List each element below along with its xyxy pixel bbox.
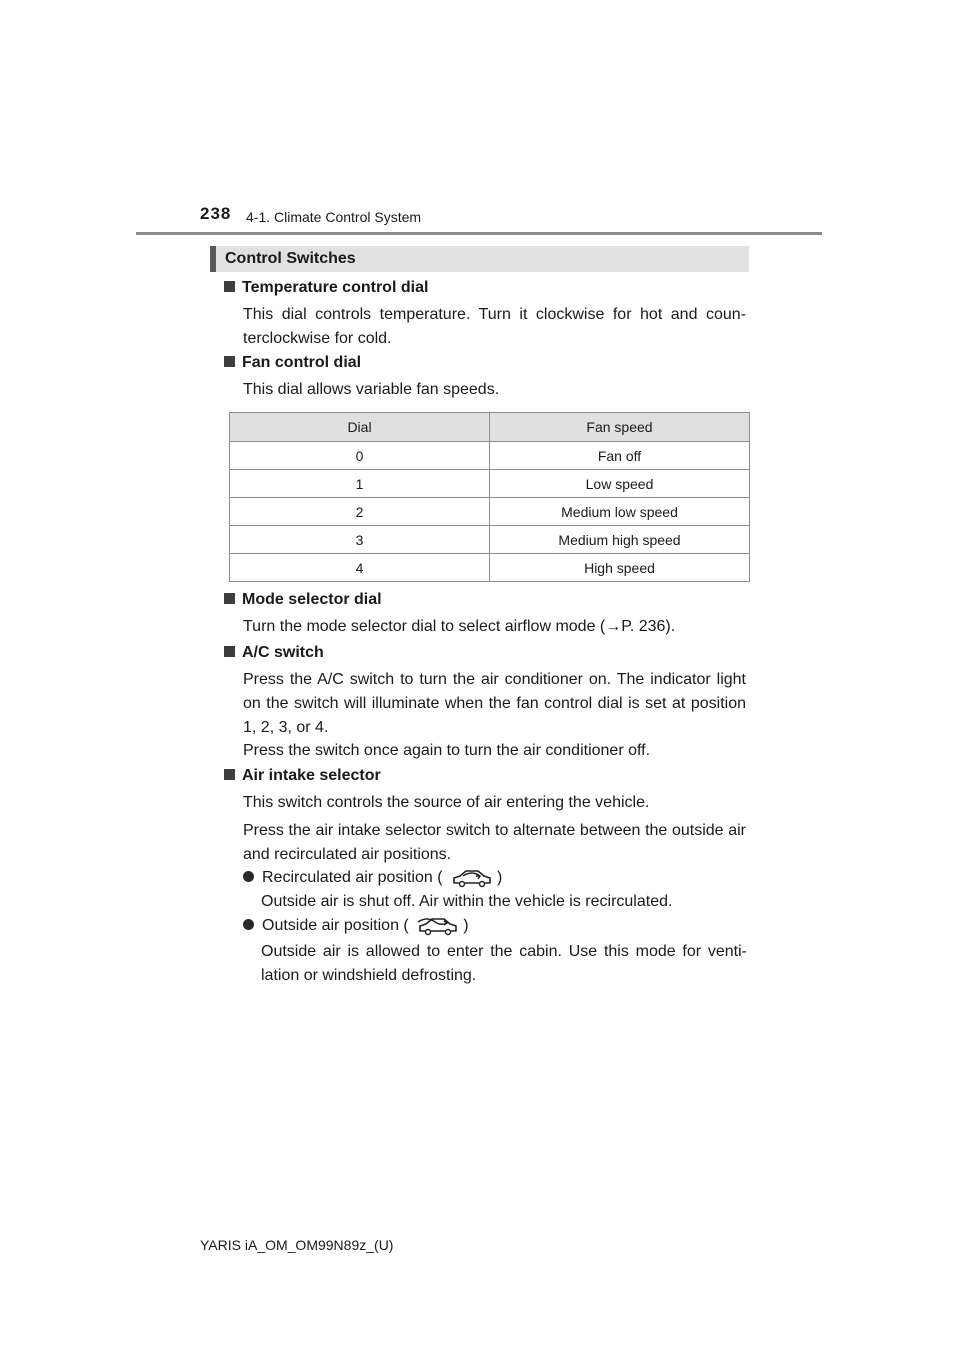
column-header: Dial bbox=[230, 413, 490, 442]
table-cell: Medium low speed bbox=[490, 498, 750, 526]
header-rule bbox=[136, 232, 822, 235]
fan-speed-table bbox=[229, 412, 750, 582]
recirculated-air-desc: Outside air is shut off. Air within the vehicle is recirculated. bbox=[261, 893, 673, 910]
ac-body-off: Press the switch once again to turn the air conditioner off. bbox=[243, 742, 651, 759]
table-row bbox=[230, 498, 750, 526]
square-bullet-icon bbox=[224, 356, 235, 367]
outside-air-item: Outside air position ( ) bbox=[243, 914, 469, 944]
table-cell: High speed bbox=[490, 554, 750, 582]
table-row bbox=[230, 554, 750, 582]
fan-heading: Fan control dial bbox=[224, 354, 361, 372]
table-row bbox=[230, 442, 750, 470]
table-row bbox=[230, 470, 750, 498]
round-bullet-icon bbox=[243, 919, 254, 930]
table-cell: 1 bbox=[230, 470, 490, 498]
ac-heading: A/C switch bbox=[224, 644, 324, 662]
section-title: Control Switches bbox=[225, 250, 356, 267]
ac-body: Press the A/C switch to turn the air conditioner on. The indicator light on the switch will illuminate when the fan control dial is set at position 1, 2, 3, or 4. bbox=[243, 671, 746, 736]
recirculated-air-item: Recirculated air position ( ) bbox=[243, 866, 502, 896]
round-bullet-icon bbox=[243, 871, 254, 882]
table-cell: Low speed bbox=[490, 470, 750, 498]
air-intake-body-2: Press the air intake selector switch to alternate between the outside air and recirculated air positions. bbox=[243, 822, 746, 863]
section-bar bbox=[210, 246, 749, 272]
column-header: Fan speed bbox=[490, 413, 750, 442]
fan-body: This dial allows variable fan speeds. bbox=[243, 381, 500, 398]
table-cell: 2 bbox=[230, 498, 490, 526]
square-bullet-icon bbox=[224, 646, 235, 657]
square-bullet-icon bbox=[224, 593, 235, 604]
chapter-title: 4-1. Climate Control System bbox=[246, 209, 422, 225]
temperature-heading: Temperature control dial bbox=[224, 279, 428, 297]
page-number: 238 bbox=[200, 204, 232, 223]
temperature-body: This dial controls temperature. Turn it clockwise for hot and coun-terclockwise for cold. bbox=[243, 306, 746, 347]
mode-heading: Mode selector dial bbox=[224, 591, 382, 609]
outside-air-desc: Outside air is allowed to enter the cabin. Use this mode for venti-lation or windshield defrosting. bbox=[261, 943, 747, 984]
table-cell: 3 bbox=[230, 526, 490, 554]
table-header-row bbox=[230, 413, 750, 442]
table-cell: 0 bbox=[230, 442, 490, 470]
square-bullet-icon bbox=[224, 769, 235, 780]
mode-body: Turn the mode selector dial to select airflow mode (→P. 236). bbox=[243, 618, 676, 635]
square-bullet-icon bbox=[224, 281, 235, 292]
footer-code: YARIS iA_OM_OM99N89z_(U) bbox=[200, 1237, 394, 1253]
table-cell: Medium high speed bbox=[490, 526, 750, 554]
air-intake-heading: Air intake selector bbox=[224, 767, 381, 785]
air-intake-body: This switch controls the source of air entering the vehicle. bbox=[243, 794, 650, 811]
table-cell: Fan off bbox=[490, 442, 750, 470]
table-row bbox=[230, 526, 750, 554]
table-cell: 4 bbox=[230, 554, 490, 582]
